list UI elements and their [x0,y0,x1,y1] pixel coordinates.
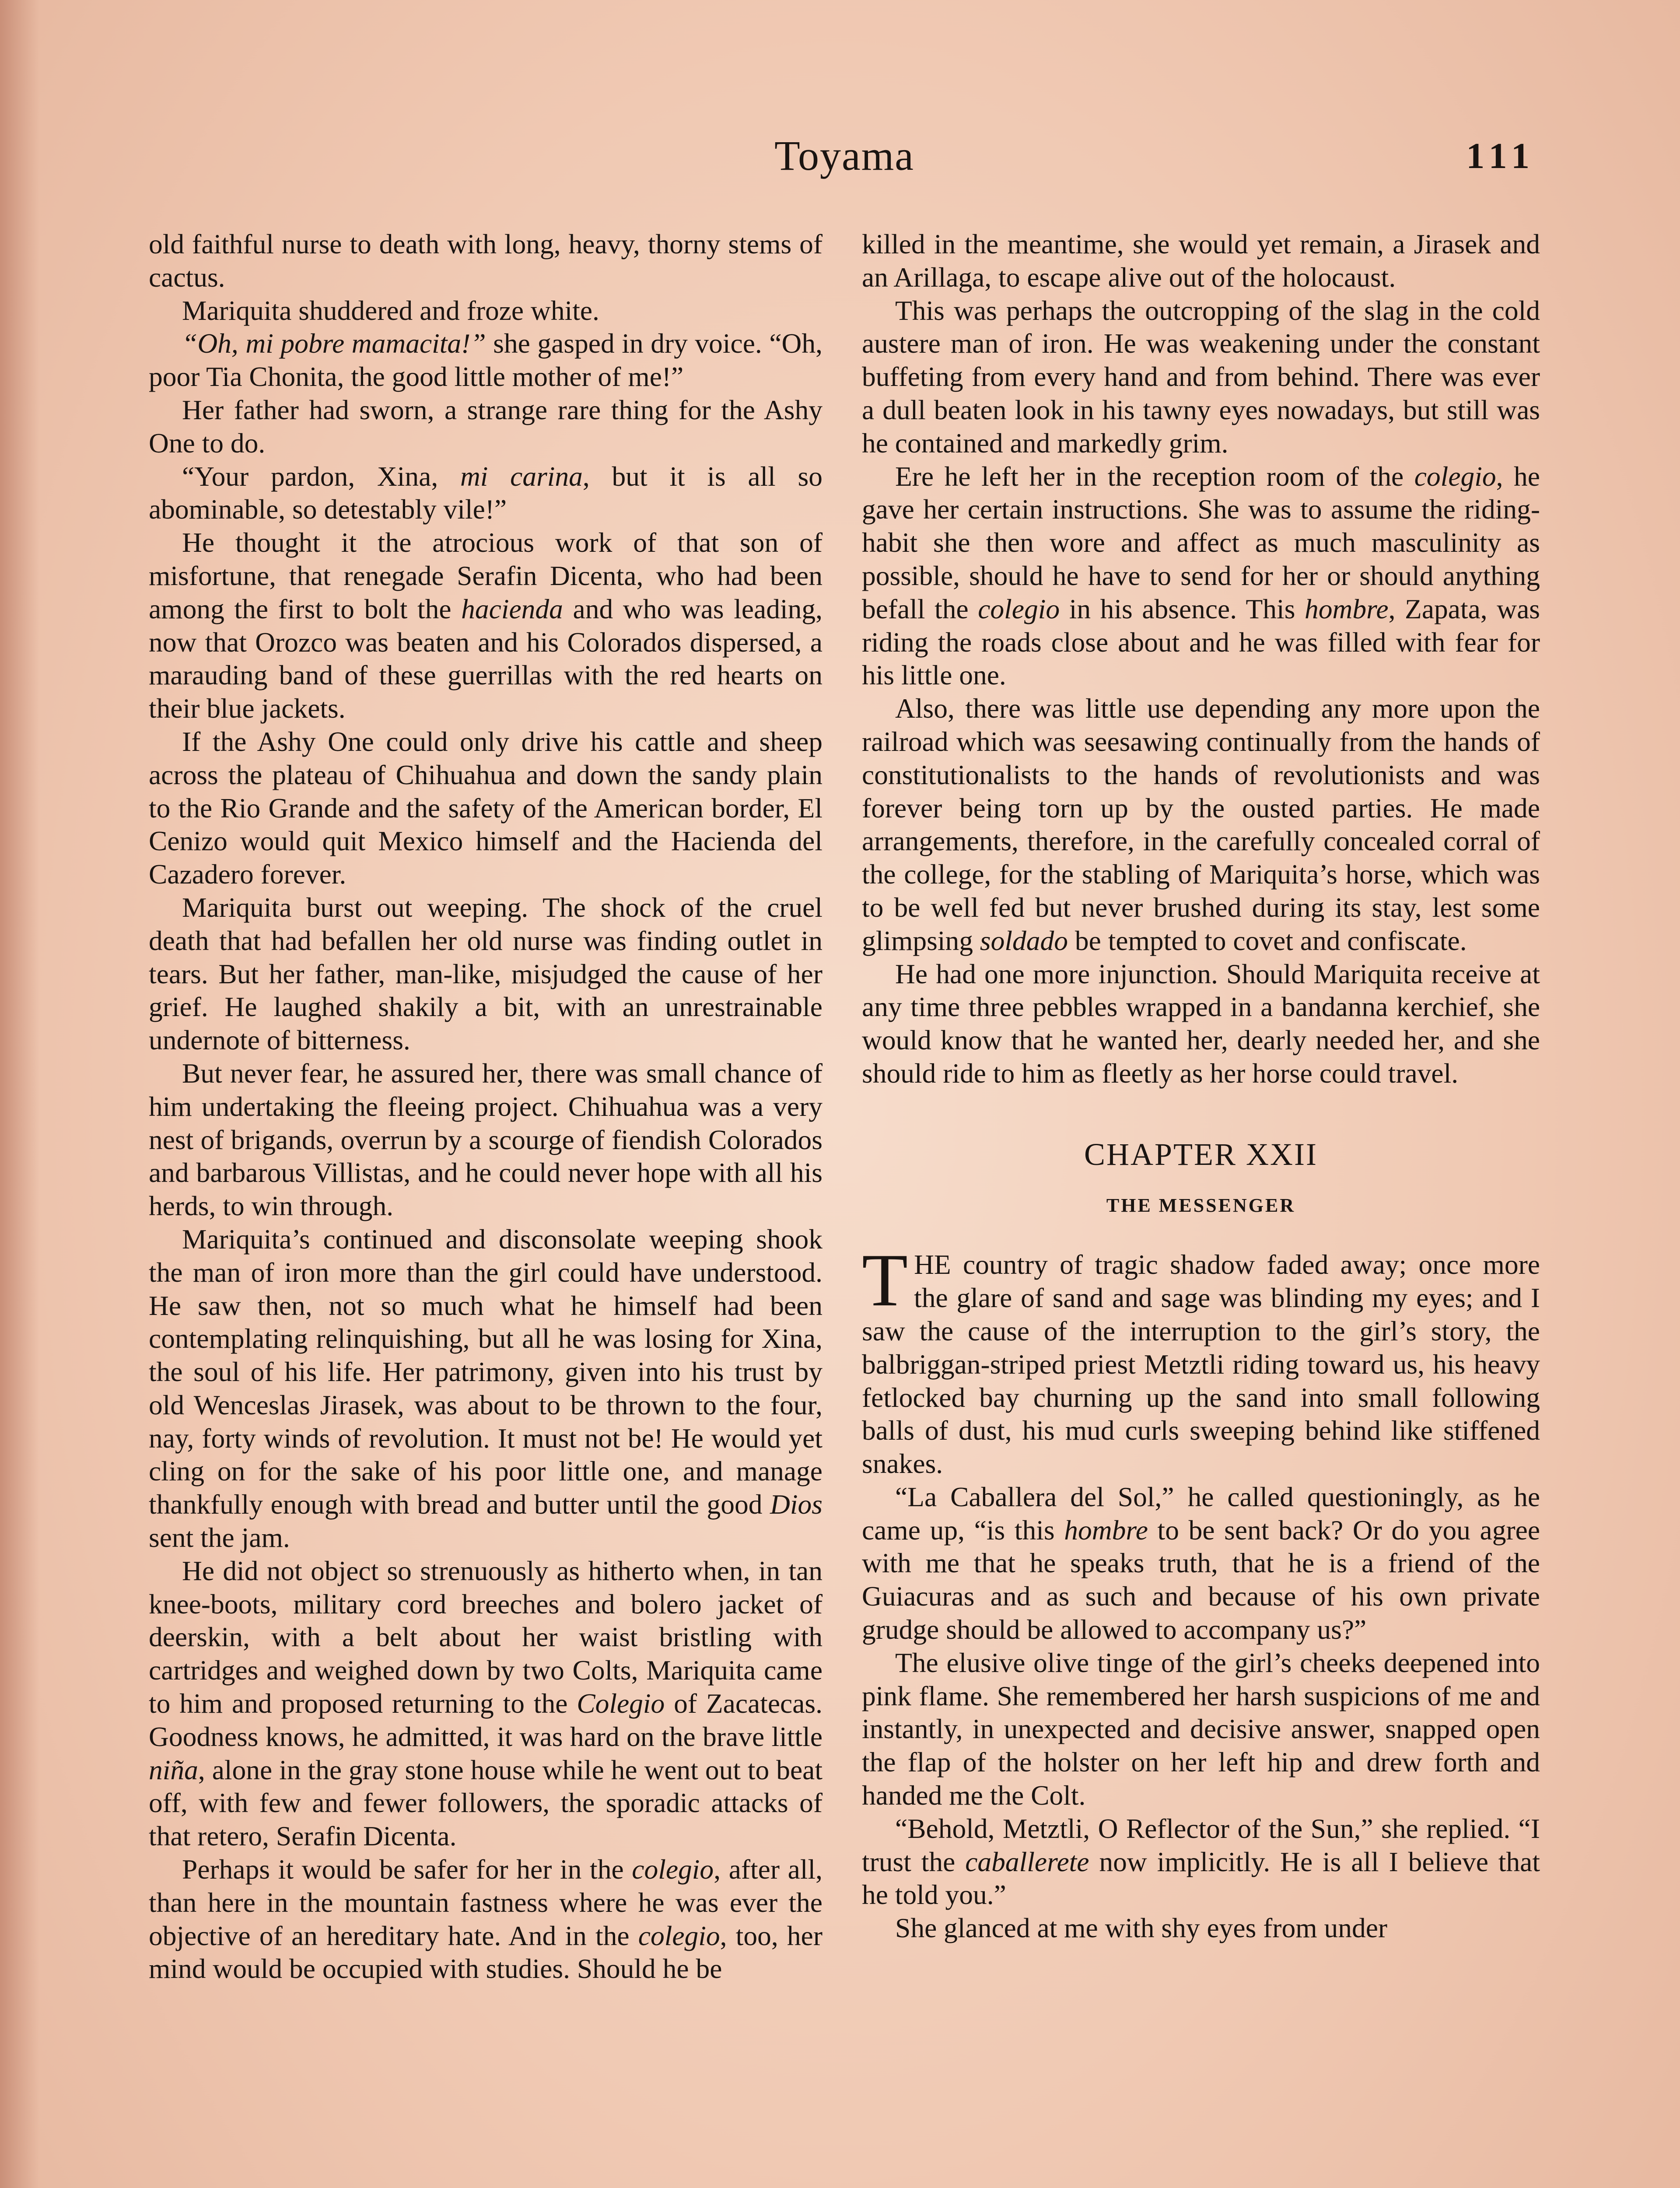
running-title: Toyama [774,132,914,179]
text-span: , after all, than here in the mountain fastness where he was ever the objective of an hereditary hate. And in the [149,1854,822,1951]
paragraph: If the Ashy One could only drive his cattle and sheep across the plateau of Chihuahua and down the sandy plain to the Rio Grande and the safety of the American border, El Cenizo would quit Mexico himself and the Hacienda del Cazadero forever. [149,726,822,890]
text-span: Also, there was little use depending any more upon the railroad which was seesawing continually from the hands of constitutionalists to the hands of revolutionists and was forever being torn up by the ousted parties. He made arrangements, therefore, in the carefully concealed corral of the college, for the stabling of Mariquita’s horse, which was to be well fed but never brushed during its stay, lest some glimpsing [862,693,1540,956]
paragraph [149,460,822,526]
chapter-subtitle: THE MESSENGER [1106,1194,1296,1216]
text-span: , too, her mind would be occupied with studies. Should he be [149,1920,822,1985]
drop-cap: T [862,1239,908,1322]
italic-text: colegio [632,1854,714,1885]
paragraph [149,1853,822,1985]
text-span: Perhaps it would be safer for her in the [182,1854,632,1885]
text-span: He did not object so strenuously as hitherto when, in tan knee-boots, military cord breeches and bolero jacket of deerskin, with a belt about her waist bristling with cartridges and weighed down by two Colts, Mariquita came to him and proposed returning to the [149,1555,822,1719]
italic-text: colegio [638,1920,720,1951]
text-span: Ere he left her in the reception room of the [895,460,1414,492]
text-span: and who was leading, now that Orozco was beaten and his Colorados dispersed, a marauding band of these guerrillas with the red hearts on their blue jackets. [149,593,822,724]
text-span: “Behold, Metztli, O Reflector of the Sun,” she replied. “I trust the [862,1813,1540,1877]
italic-text: colegio [1414,460,1496,492]
italic-text: caballerete [965,1846,1089,1877]
paragraph: The elusive olive tinge of the girl’s cheeks deepened into pink flame. She remembered her harsh suspicions of me and instantly, in unexpected and decisive answer, snapped open the flap of the holster on her left hip and drew forth and handed me the Colt. [862,1647,1540,1811]
paragraph: old faithful nurse to death with long, heavy, thorny stems of cactus. [149,228,822,293]
text-span: , alone in the gray stone house while he went out to beat off, with few and fewer followers, the sporadic attacks of that retero, Serafin Dicenta. [149,1754,822,1852]
paragraph [862,692,1540,957]
italic-text: hombre [1064,1514,1148,1546]
text-span: she gasped in dry voice. “Oh, poor Tia Chonita, the good little mother of me!” [149,328,822,393]
text-span: in his absence. This [1060,593,1305,624]
italic-text: colegio [978,593,1060,624]
italic-text: Dios [770,1489,822,1520]
page-edge-shadow [0,0,39,2188]
text-span: , Zapata, was riding the roads close about and he was filled with fear for his little one. [862,593,1540,691]
right-column [862,228,1540,1945]
italic-text: hacienda [461,593,563,624]
text-span: now implicitly. He is all I believe that he told you.” [862,1846,1540,1911]
paragraph [149,1223,822,1554]
text-span: Mariquita’s continued and disconsolate weeping shook the man of iron more than the girl could have understood. He saw then, not so much what he himself had been contemplating relinquishing, but all he was losing for Xina, the soul of his life. Her patrimony, given into his trust by old Wenceslas Jirasek, was about to be thrown to the four, nay, forty winds of revolution. It must not be! He would yet cling on for the sake of his poor little one, and manage thankfully enough with bread and butter until the good [149,1223,822,1520]
page-header [0,131,1680,193]
chapter-heading: CHAPTER XXII [1084,1136,1318,1172]
paragraph: But never fear, he assured her, there was small chance of him undertaking the fleeing project. Chihuahua was a very nest of brigands, overrun by a scourge of fiendish Colorados and barbarous Villistas, and he could never hope with all his herds, to win through. [149,1057,822,1222]
paragraph [862,460,1540,692]
paragraph: Her father had sworn, a strange rare thing for the Ashy One to do. [149,394,822,459]
paragraph: He had one more injunction. Should Mariquita receive at any time three pebbles wrapped in a bandanna kerchief, she would know that he wanted her, dearly needed her, and she should ride to him as fleetly as her horse could travel. [862,958,1540,1089]
italic-text: mi carina [460,460,583,492]
italic-text: Colegio [577,1688,665,1719]
text-span: to be sent back? Or do you agree with me that he speaks truth, that he is a friend of the Guiacuras and as such and because of his own private grudge should be allowed to accompany us?” [862,1514,1540,1645]
paragraph: killed in the meantime, she would yet remain, a Jirasek and an Arillaga, to escape alive out of the holocaust. [862,228,1540,293]
text-span: , but it is all so abominable, so detestably vile!” [149,460,822,525]
paragraph: Mariquita shuddered and froze white. [182,295,599,326]
page-number: 111 [1466,136,1536,176]
paragraph: She glanced at me with shy eyes from under [895,1912,1388,1944]
text-span: “Your pardon, Xina, [182,460,460,492]
italic-text: “Oh, mi pobre mamacita!” [182,328,486,359]
italic-text: niña [149,1754,198,1785]
left-column [149,228,822,1985]
text-span: HE country of tragic shadow faded away; once more the glare of sand and sage was blinding my eyes; and I saw the cause of the interruption to the girl’s story, the balbriggan-striped priest Metztli riding toward us, his heavy fetlocked bay churning up the sand into small following balls of dust, his mud curls sweeping behind like stiffened snakes. [862,1249,1540,1480]
text-span: , he gave her certain instructions. She was to assume the riding-habit she then wore and affect as much masculinity as possible, should he have to send for her or should anything befall the [862,460,1540,624]
paragraph [862,1812,1540,1911]
text-span: He thought it the atrocious work of that son of misfortune, that renegade Serafin Dicenta, who had been among the first to bolt the [149,527,822,624]
text-span: sent the jam. [149,1522,290,1553]
paragraph [149,327,822,393]
paragraph [149,526,822,725]
paragraph [862,1239,1540,1480]
italic-text: soldado [980,925,1068,956]
italic-text: hombre [1304,593,1389,624]
text-span: of Zacatecas. Goodness knows, he admitted, it was hard on the brave little [149,1688,822,1752]
paragraph: This was perhaps the outcropping of the slag in the cold austere man of iron. He was weakening under the constant buffeting from every hand and from behind. There was ever a dull beaten look in his tawny eyes nowadays, but still was he contained and markedly grim. [862,295,1540,459]
text-span: “La Caballera del Sol,” he called questioningly, as he came up, “is this [862,1481,1540,1546]
paragraph [862,1480,1540,1646]
paragraph [149,1554,822,1853]
text-span: be tempted to covet and confiscate. [1068,925,1467,956]
paragraph: Mariquita burst out weeping. The shock of the cruel death that had befallen her old nurse was finding outlet in tears. But her father, man-like, misjudged the cause of her grief. He laughed shakily a bit, with an unrestrainable undernote of bitterness. [149,891,822,1056]
